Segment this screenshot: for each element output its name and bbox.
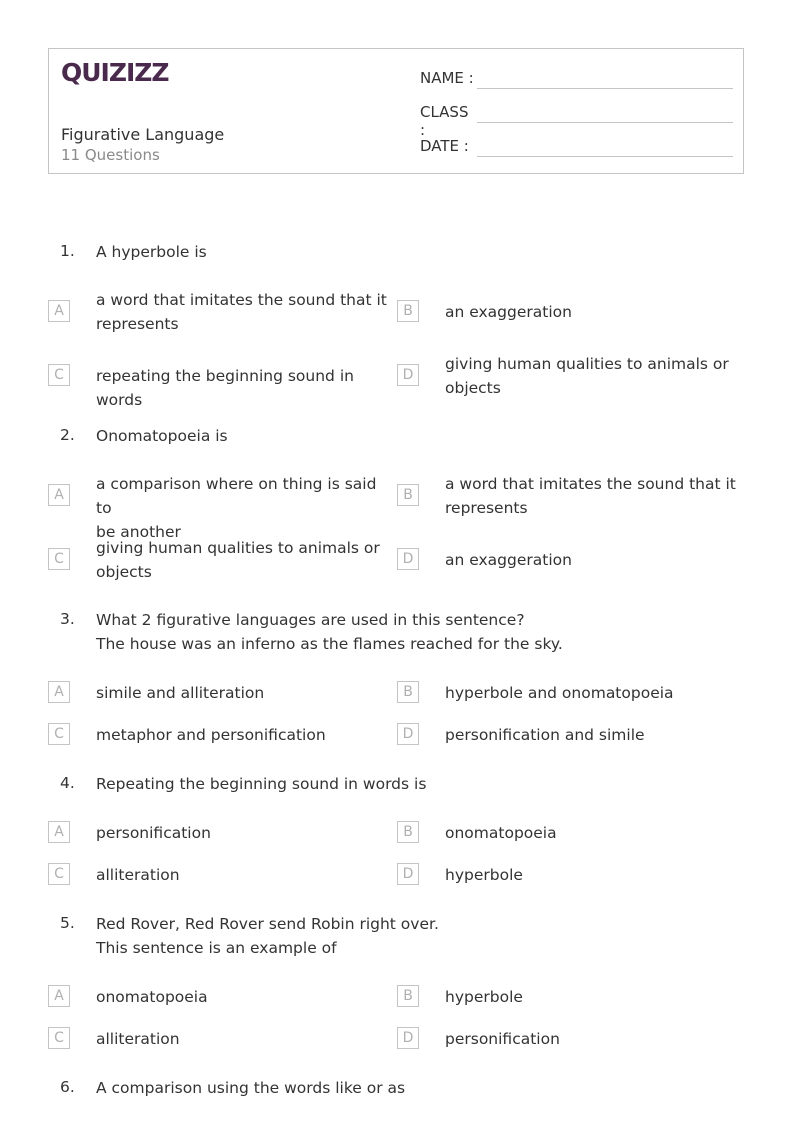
option-letter-box: B	[397, 484, 419, 506]
option-line: personification and simile	[445, 726, 645, 744]
option-line: hyperbole	[445, 988, 523, 1006]
question-line: A hyperbole is	[96, 243, 207, 261]
option-text	[96, 985, 396, 1009]
option-line: metaphor and personification	[96, 726, 326, 744]
option-line: represents	[96, 315, 179, 333]
option-letter-box: C	[48, 723, 70, 745]
worksheet-title: Figurative Language	[61, 125, 225, 144]
option-text	[445, 352, 745, 400]
option-text	[445, 548, 745, 572]
option-letter-box: D	[397, 723, 419, 745]
worksheet-header	[48, 48, 744, 174]
option-letter-box: C	[48, 863, 70, 885]
option-letter-box: A	[48, 985, 70, 1007]
question-line: Repeating the beginning sound in words is	[96, 775, 427, 793]
option-line: personification	[445, 1030, 560, 1048]
option-text	[96, 364, 396, 412]
option-text	[96, 1027, 396, 1051]
question-number: 1.	[60, 242, 75, 260]
question-line: What 2 figurative languages are used in this sentence?	[96, 611, 525, 629]
option-letter-box: A	[48, 484, 70, 506]
option-line: hyperbole	[445, 866, 523, 884]
question-text	[96, 424, 228, 448]
option-text	[96, 536, 396, 584]
option-letter-box: D	[397, 863, 419, 885]
option-letter-box: B	[397, 821, 419, 843]
option-text	[445, 821, 745, 845]
question-line: A comparison using the words like or as	[96, 1079, 406, 1097]
date-label: DATE :	[420, 137, 469, 155]
question-line: This sentence is an example of	[96, 939, 337, 957]
question-line: Red Rover, Red Rover send Robin right over.	[96, 915, 439, 933]
option-text	[96, 863, 396, 887]
option-line: represents	[445, 499, 528, 517]
question-line: The house was an inferno as the flames reached for the sky.	[96, 635, 563, 653]
option-line: giving human qualities to animals or	[445, 355, 729, 373]
option-letter-box: B	[397, 985, 419, 1007]
question-count: 11 Questions	[61, 146, 160, 164]
option-text	[445, 472, 745, 520]
question-number: 3.	[60, 610, 75, 628]
option-text	[96, 288, 396, 336]
option-line: simile and alliteration	[96, 684, 265, 702]
class-line	[477, 122, 733, 123]
option-line: a word that imitates the sound that it	[96, 291, 387, 309]
name-field	[420, 69, 477, 87]
option-line: giving human qualities to animals or	[96, 539, 380, 557]
name-line	[477, 88, 733, 89]
class-field	[420, 103, 477, 139]
option-line: be another	[96, 523, 181, 541]
option-letter-box: C	[48, 548, 70, 570]
option-text	[96, 723, 396, 747]
option-line: an exaggeration	[445, 551, 572, 569]
option-letter-box: A	[48, 681, 70, 703]
option-letter-box: A	[48, 821, 70, 843]
option-line: objects	[445, 379, 501, 397]
option-text	[445, 300, 745, 324]
option-text	[445, 723, 745, 747]
question-text	[96, 240, 207, 264]
question-text	[96, 1076, 405, 1100]
option-line: objects	[96, 563, 152, 581]
option-letter-box: B	[397, 681, 419, 703]
name-label: NAME :	[420, 69, 474, 87]
question-number: 5.	[60, 914, 75, 932]
quizizz-logo: QUIZIZZ	[61, 58, 169, 87]
option-letter-box: C	[48, 364, 70, 386]
option-line: alliteration	[96, 1030, 180, 1048]
option-text	[445, 681, 745, 705]
date-field	[420, 137, 477, 155]
option-line: onomatopoeia	[96, 988, 208, 1006]
date-line	[477, 156, 733, 157]
question-text	[96, 772, 426, 796]
option-letter-box: D	[397, 364, 419, 386]
option-line: personification	[96, 824, 211, 842]
option-text	[96, 821, 396, 845]
option-line: a comparison where on thing is said to	[96, 475, 377, 517]
option-line: a word that imitates the sound that it	[445, 475, 736, 493]
question-number: 6.	[60, 1078, 75, 1096]
option-line: onomatopoeia	[445, 824, 557, 842]
question-text	[96, 608, 736, 656]
class-label: CLASS :	[420, 103, 469, 139]
option-text	[445, 985, 745, 1009]
option-letter-box: B	[397, 300, 419, 322]
option-line: an exaggeration	[445, 303, 572, 321]
option-line: alliteration	[96, 866, 180, 884]
question-text	[96, 912, 736, 960]
option-text	[96, 681, 396, 705]
option-line: repeating the beginning sound in words	[96, 367, 354, 409]
option-text	[445, 863, 745, 887]
question-line: Onomatopoeia is	[96, 427, 228, 445]
option-text	[445, 1027, 745, 1051]
option-letter-box: D	[397, 1027, 419, 1049]
question-number: 2.	[60, 426, 75, 444]
question-number: 4.	[60, 774, 75, 792]
option-letter-box: A	[48, 300, 70, 322]
option-letter-box: D	[397, 548, 419, 570]
option-text	[96, 472, 396, 544]
option-letter-box: C	[48, 1027, 70, 1049]
option-line: hyperbole and onomatopoeia	[445, 684, 674, 702]
